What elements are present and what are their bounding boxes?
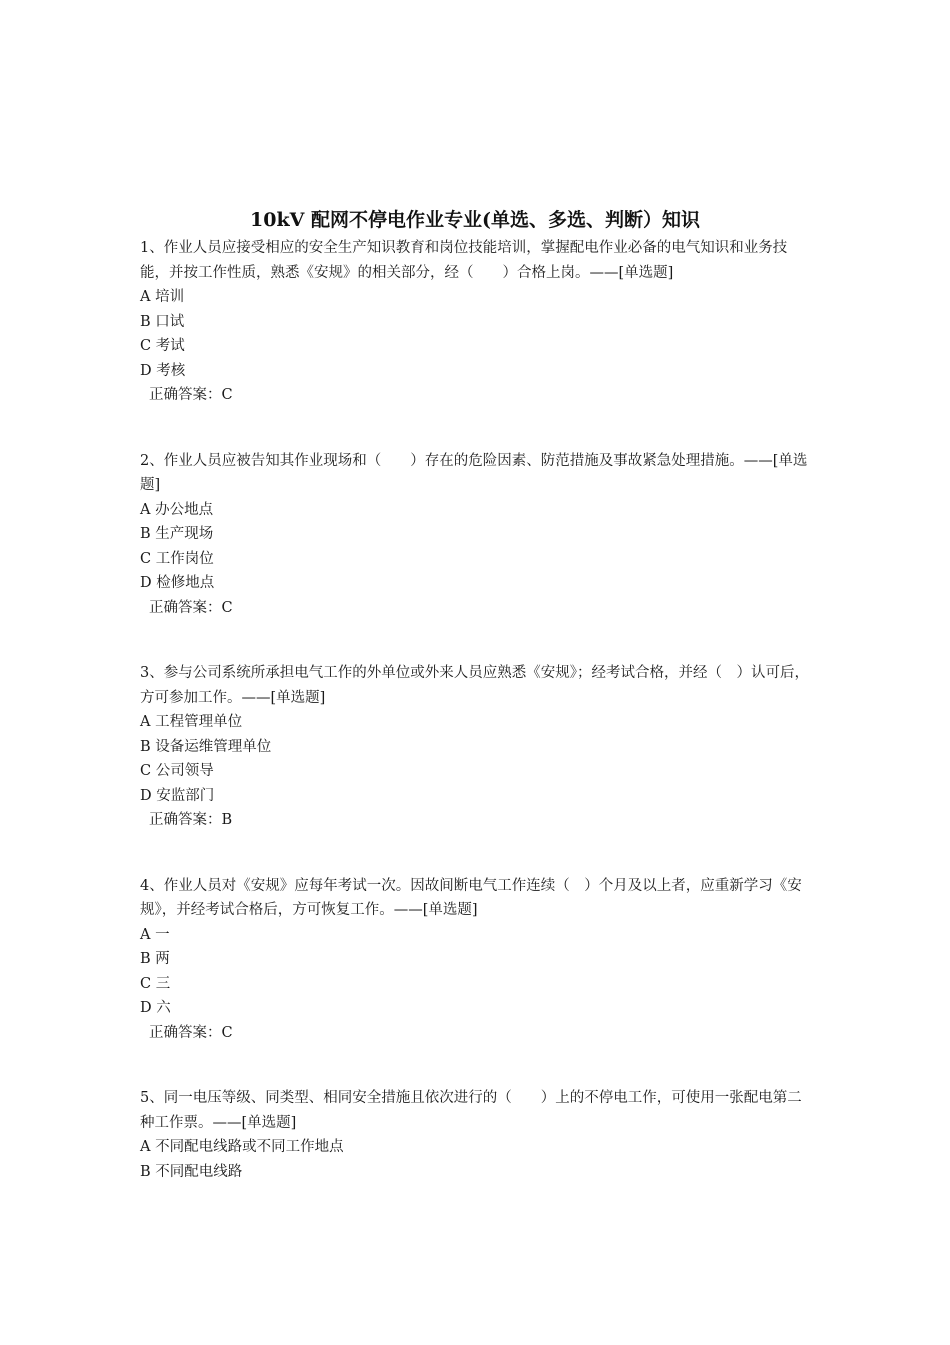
option-c: C 三 xyxy=(140,975,171,992)
option-c: C 考试 xyxy=(140,338,185,354)
option-d: D 六 xyxy=(140,1000,171,1016)
option-d: D 检修地点 xyxy=(140,575,215,591)
correct-answer: 正确答案：C xyxy=(149,1024,233,1041)
option-a: A 一 xyxy=(140,926,170,943)
question-2 xyxy=(140,449,812,621)
option-c: C 公司领导 xyxy=(140,763,214,779)
question-4 xyxy=(140,874,812,1046)
option-d: D 考核 xyxy=(140,362,186,379)
correct-answer: 正确答案：B xyxy=(149,812,233,828)
question-list xyxy=(140,236,812,1225)
question-stem: 2、作业人员应被告知其作业现场和（ ）存在的危险因素、防范措施及事故紧急处理措施。——[单选题] xyxy=(140,452,808,493)
correct-answer: 正确答案：C xyxy=(149,599,233,616)
option-a: A 工程管理单位 xyxy=(140,714,243,730)
option-a: A 不同配电线路或不同工作地点 xyxy=(140,1139,344,1155)
option-b: B 口试 xyxy=(140,313,185,330)
option-a: A 培训 xyxy=(140,289,185,305)
option-b: B 两 xyxy=(140,951,170,967)
option-b: B 不同配电线路 xyxy=(140,1163,243,1180)
question-stem: 3、参与公司系统所承担电气工作的外单位或外来人员应熟悉《安规》；经考试合格，并经（ ）认可后，方可参加工作。——[单选题] xyxy=(140,665,809,706)
document-title: 10kV 配网不停电作业专业(单选、多选、判断）知识 xyxy=(250,209,700,231)
correct-answer: 正确答案：C xyxy=(149,387,233,403)
option-d: D 安监部门 xyxy=(140,787,215,804)
option-b: B 生产现场 xyxy=(140,526,214,542)
question-3 xyxy=(140,661,812,833)
question-stem: 4、作业人员对《安规》应每年考试一次。因故间断电气工作连续（ ）个月及以上者，应重新学习《安规》，并经考试合格后，方可恢复工作。——[单选题] xyxy=(140,877,802,918)
question-stem: 5、同一电压等级、同类型、相同安全措施且依次进行的（ ）上的不停电工作，可使用一张配电第二种工作票。——[单选题] xyxy=(140,1090,802,1131)
question-stem: 1、作业人员应接受相应的安全生产知识教育和岗位技能培训，掌握配电作业必备的电气知识和业务技能，并按工作性质，熟悉《安规》的相关部分，经（ ）合格上岗。——[单选题] xyxy=(140,240,788,281)
option-a: A 办公地点 xyxy=(140,501,214,518)
option-c: C 工作岗位 xyxy=(140,550,214,567)
question-1 xyxy=(140,236,812,408)
question-5 xyxy=(140,1086,812,1184)
option-b: B 设备运维管理单位 xyxy=(140,738,272,755)
